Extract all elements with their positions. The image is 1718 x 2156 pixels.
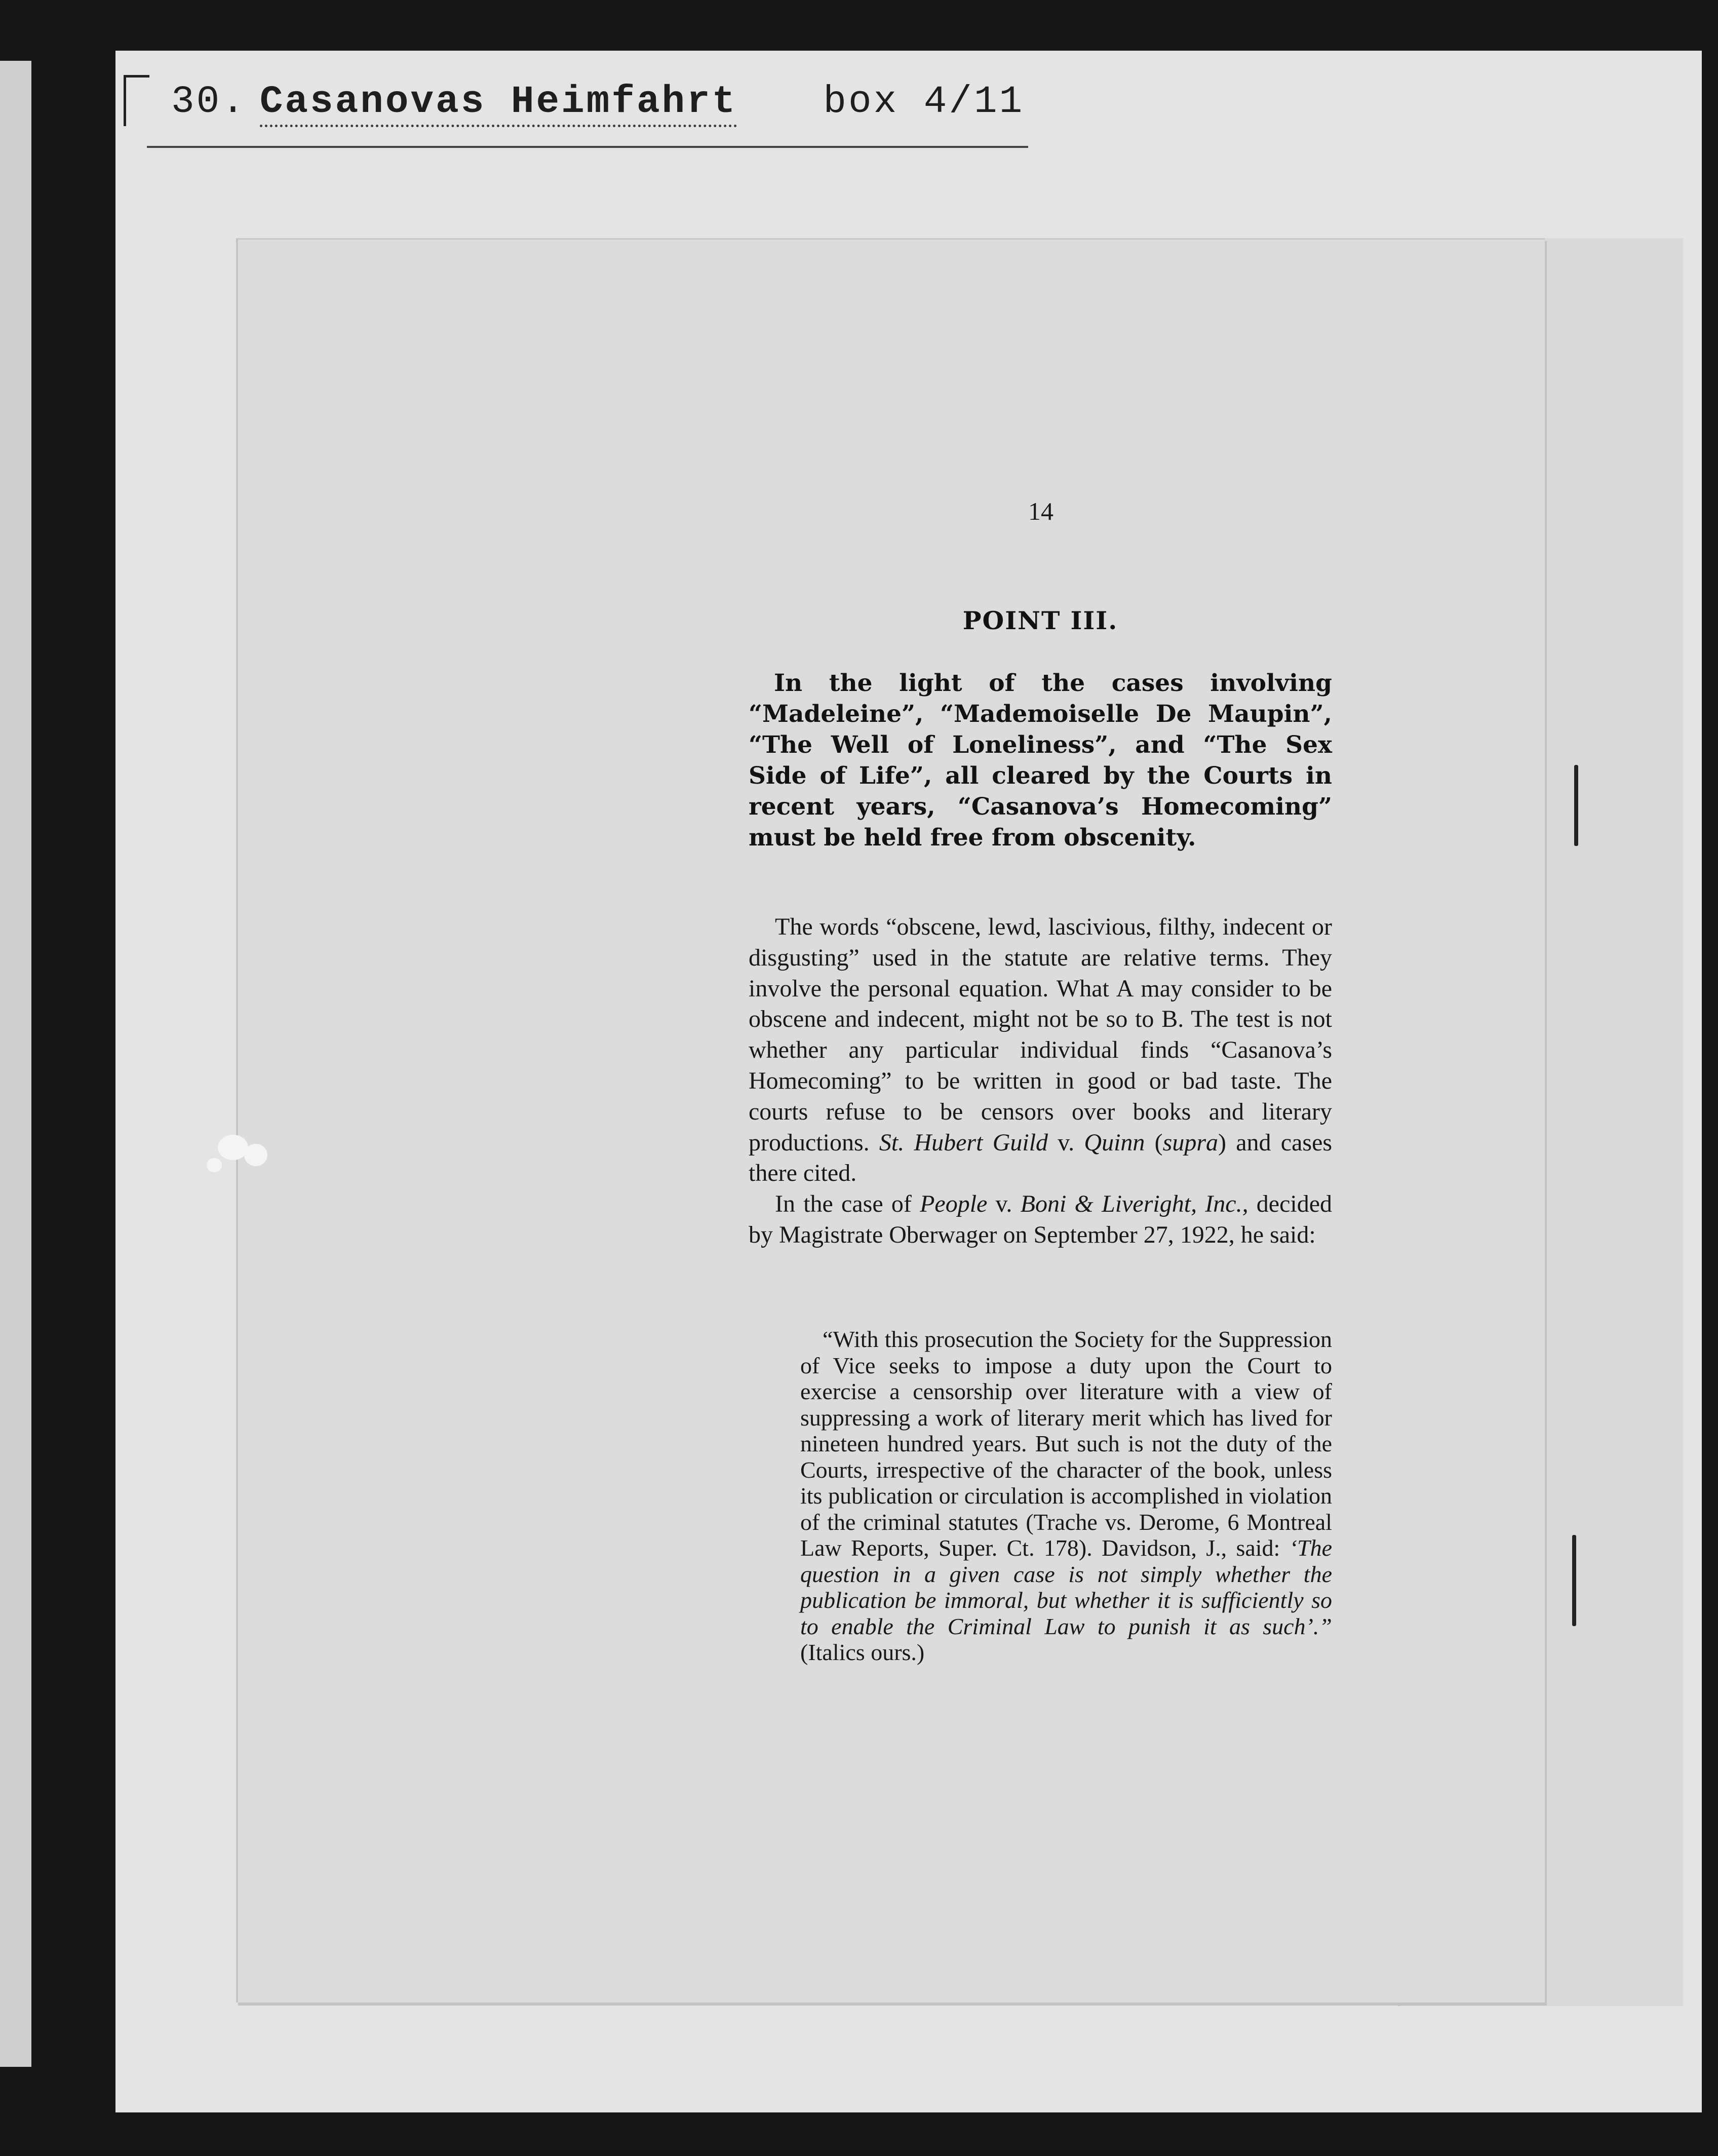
corner-mark <box>124 75 149 126</box>
point-heading: POINT III. <box>962 606 1118 635</box>
folder-label <box>171 80 1024 124</box>
case-publisher: Boni & Liveright, Inc., <box>1020 1190 1248 1218</box>
versus: v. <box>1058 1129 1075 1156</box>
quote-text: “With this prosecution the Society for the Suppression of Vice seeks to impose a duty upon the Court to exercise a censorship over literature with a view of suppressing a work of literary merit which has lived for nineteen hundred years. But such is not the duty of the Courts, irrespective of the character of the book, unless its publication or circulation is accomplished in violation of the criminal statutes (Trache vs. Derome, 6 Montreal Law Reports, Super. Ct. 178). Davidson, J., said: <box>800 1326 1332 1561</box>
paragraph-boni-liveright <box>749 1189 1332 1251</box>
para1-tail: and cases there cited. <box>749 1129 1333 1187</box>
box-reference: box 4/11 <box>823 80 1025 124</box>
folder-title: Casanovas Heimfahrt <box>260 80 737 127</box>
quote-italic: ‘The question in a given case is not simply whether the publication be immoral, but whether it is sufficiently so to enable the Criminal Law to punish it as such’.” <box>800 1535 1333 1639</box>
para2-text: decided by Magistrate Oberwager on September 27, 1922, he said: <box>749 1190 1333 1248</box>
binder-clip-top <box>1574 765 1578 846</box>
page-number: 14 <box>1028 497 1053 525</box>
adjacent-card-edge <box>0 61 31 2067</box>
case-defendant: Quinn <box>1084 1129 1145 1156</box>
case-people: People <box>920 1190 988 1218</box>
block-quote <box>800 1326 1332 1666</box>
paragraph-relative-terms: The words “obscene, lewd, lascivious, filthy, indecent or disgusting” used in the statute are relative terms. They involve the personal equation. What A may consider to be obscene and indecent, might not be so to B. The test is not whether any particular individual finds “Casanova’s Homecoming” to be written in good or bad taste. The courts refuse to be censors over books and literary productions. St. Hubert Guild v. Quinn (supra) and cases there cited. <box>749 913 1333 1187</box>
folder-number: 30. <box>171 80 247 124</box>
label-underline <box>147 146 1028 148</box>
para2-intro: In the case of <box>775 1190 912 1218</box>
body-text <box>749 912 1332 1251</box>
binder-clip-bottom <box>1572 1535 1576 1626</box>
quote-note: (Italics ours.) <box>800 1639 925 1665</box>
scan-speck <box>244 1144 267 1166</box>
scan-speck <box>207 1158 222 1172</box>
case-plaintiff: St. Hubert Guild <box>879 1129 1048 1156</box>
point-summary: In the light of the cases involving “Madeleine”, “Mademoiselle De Maupin”, “The Well of Loneliness”, and “The Sex Side of Life”, all cleared by the Courts in recent years, “Casanova’s Homecoming” must be held free from obscenity. <box>749 669 1332 852</box>
versus: v. <box>995 1190 1012 1218</box>
scan-speck <box>218 1135 248 1160</box>
supra-ref: supra <box>1162 1129 1219 1156</box>
quote-paragraph <box>800 1326 1332 1666</box>
para1-text: The words “obscene, lewd, lascivious, filthy, indecent or disgusting” used in the statute are relative terms. They involve the personal equation. What A may consider to be obscene and indecent, might not be so to B. The test is not whether any particular individual finds “Casanova’s Homecoming” to be written in good or bad taste. The courts refuse to be censors over books and literary productions. <box>749 913 1332 1156</box>
